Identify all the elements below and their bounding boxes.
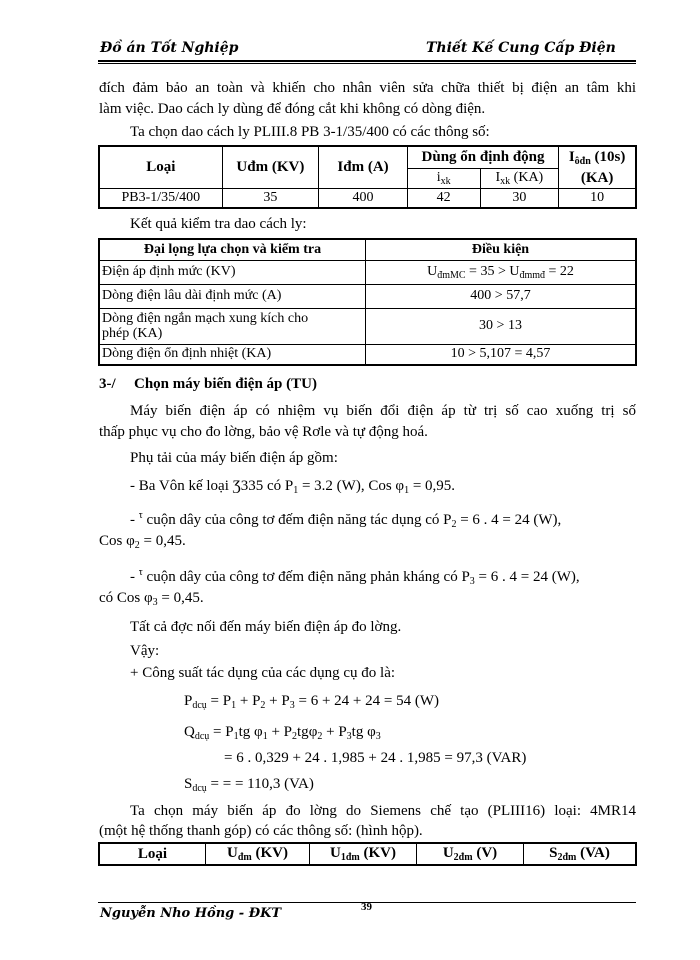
t1-h-loai: Loại (99, 146, 222, 188)
check-row-label: Dòng điện lâu dài định mức (A) (99, 284, 366, 308)
header-left: Đồ án Tốt Nghiệp (100, 40, 239, 56)
page-number: 39 (361, 901, 372, 913)
body-p8: + Công suất tác dụng của các dụng cụ đo là: (130, 665, 396, 681)
body-p9-line2: (một hệ thống thanh góp) có các thông số: (hình hộp). (99, 823, 423, 839)
formula-q: $Q_{dcụ} = P_1tg$ $\varphi_1 + P_2tg\varphi_2 + P_3tg$ $\varphi_3$ (184, 724, 381, 742)
body-p2: Phụ tải của máy biến điện áp gồm: (130, 450, 338, 466)
switch-spec-table (98, 145, 637, 209)
formula-s: $S_{dcụ}$ = = = 110,3 (VA) (184, 776, 314, 794)
check-row-cond: 10 > 5,107 = 4,57 (366, 344, 637, 365)
t1-h-idm: Iđm (A) (319, 146, 408, 188)
body-p5-line2: có Cos $\varphi_3 = 0,45$. (99, 590, 204, 608)
body-p4-line1: - $^\tau$ cuộn dây của công tơ đếm điện năng tác dụng có $P_2 = 6$ . 4 = 24 (W), (130, 510, 562, 530)
body-p4-line2: Cos $\varphi_2 = 0,45$. (99, 533, 186, 551)
t3-h-loai: Loại (99, 843, 206, 865)
t3-h-u2dm: $U_{2đm}$ (V) (417, 843, 524, 865)
body-p9-line1: Ta chọn máy biến áp đo lờng do Siemens chế tạo (PLIII16) loại: 4MR14 (130, 803, 636, 819)
t1-cell: PB3-1/35/400 (99, 188, 222, 208)
tu-spec-table (98, 842, 637, 866)
t3-h-udm: $U_{đm}$ (KV) (206, 843, 310, 865)
header-rule-thin (98, 63, 636, 64)
header-right: Thiết Kế Cung Cấp Điện (426, 40, 616, 56)
intro-line-1: đích đảm bảo an toàn và khiến cho nhân viên sửa chữa thiết bị điện an tâm khi (99, 80, 636, 96)
check-row-label: Điện áp định mức (KV) (99, 260, 366, 284)
intro-line-3: Ta chọn dao cách ly PLIII.8 PB 3-1/35/400 có các thông số: (130, 124, 490, 140)
check-table (98, 238, 637, 366)
t1-h-ixk: $i_{xk}$ (407, 168, 480, 188)
body-p3: - Ba Vôn kế loại Ʒ335 có $P_1 = 3.2$ (W), Cos $\varphi_1 = 0,95$. (130, 478, 456, 496)
body-p1-line2: thấp phục vụ cho đo lờng, bảo vệ Rơle và tự động hoá. (99, 424, 428, 440)
check-row-cond: 400 > 57,7 (366, 284, 637, 308)
t1-cell: 30 (480, 188, 559, 208)
check-row-label: Dòng điện ngắn mạch xung kích cho phép (KA) (99, 308, 366, 344)
check-title: Kết quả kiểm tra dao cách ly: (130, 216, 307, 232)
check-row-cond: 30 > 13 (366, 308, 637, 344)
t1-h-udm: Uđm (KV) (222, 146, 319, 188)
formula-q-value: = 6 . 0,329 + 24 . 1,985 + 24 . 1,985 = 97,3 (VAR) (224, 750, 527, 766)
header-rule (98, 60, 636, 62)
t1-cell: 400 (319, 188, 408, 208)
body-p7: Vậy: (130, 643, 160, 659)
t1-h-iodn: $I_{ôđn}$ (10s) (KA) (559, 146, 636, 188)
intro-line-2: làm việc. Dao cách ly dùng để đóng cắt khi không có dòng điện. (99, 101, 486, 117)
body-p6: Tất cả đợc nối đến máy biến điện áp đo lờng. (130, 619, 402, 635)
t3-h-u1dm: $U_{1đm}$ (KV) (310, 843, 417, 865)
section-title: Chọn máy biến điện áp (TU) (134, 376, 317, 392)
t1-h-dung: Dùng ổn định động (407, 146, 558, 168)
check-h1: Đại lọng lựa chọn và kiểm tra (99, 239, 366, 260)
body-p1-line1: Máy biến điện áp có nhiệm vụ biến đổi điện áp từ trị số cao xuống trị số (130, 403, 636, 419)
t1-h-Ixk: $I_{xk}$ (KA) (480, 168, 559, 188)
check-row-label: Dòng điện ổn định nhiệt (KA) (99, 344, 366, 365)
check-h2: Điều kiện (366, 239, 637, 260)
t1-cell: 35 (222, 188, 319, 208)
t1-cell: 10 (559, 188, 636, 208)
body-p5-line1: - $^\tau$ cuộn dây của công tơ đếm điện năng phản kháng có $P_3 = 6$ . 4 = 24 (W), (130, 567, 580, 587)
formula-p: $P_{dcụ} = P_1 + P_2 + P_3 = 6 + 24 + 24 = 54$ (W) (184, 693, 439, 711)
t3-h-s2dm: $S_{2đm}$ (VA) (524, 843, 637, 865)
footer-author: Nguyễn Nho Hồng - ĐKT (100, 906, 282, 921)
check-row-cond: $U_{đmMC} = 35 > U_{đmmđ} = 22$ (366, 260, 637, 284)
t1-cell: 42 (407, 188, 480, 208)
section-number: 3-/ (99, 376, 116, 392)
